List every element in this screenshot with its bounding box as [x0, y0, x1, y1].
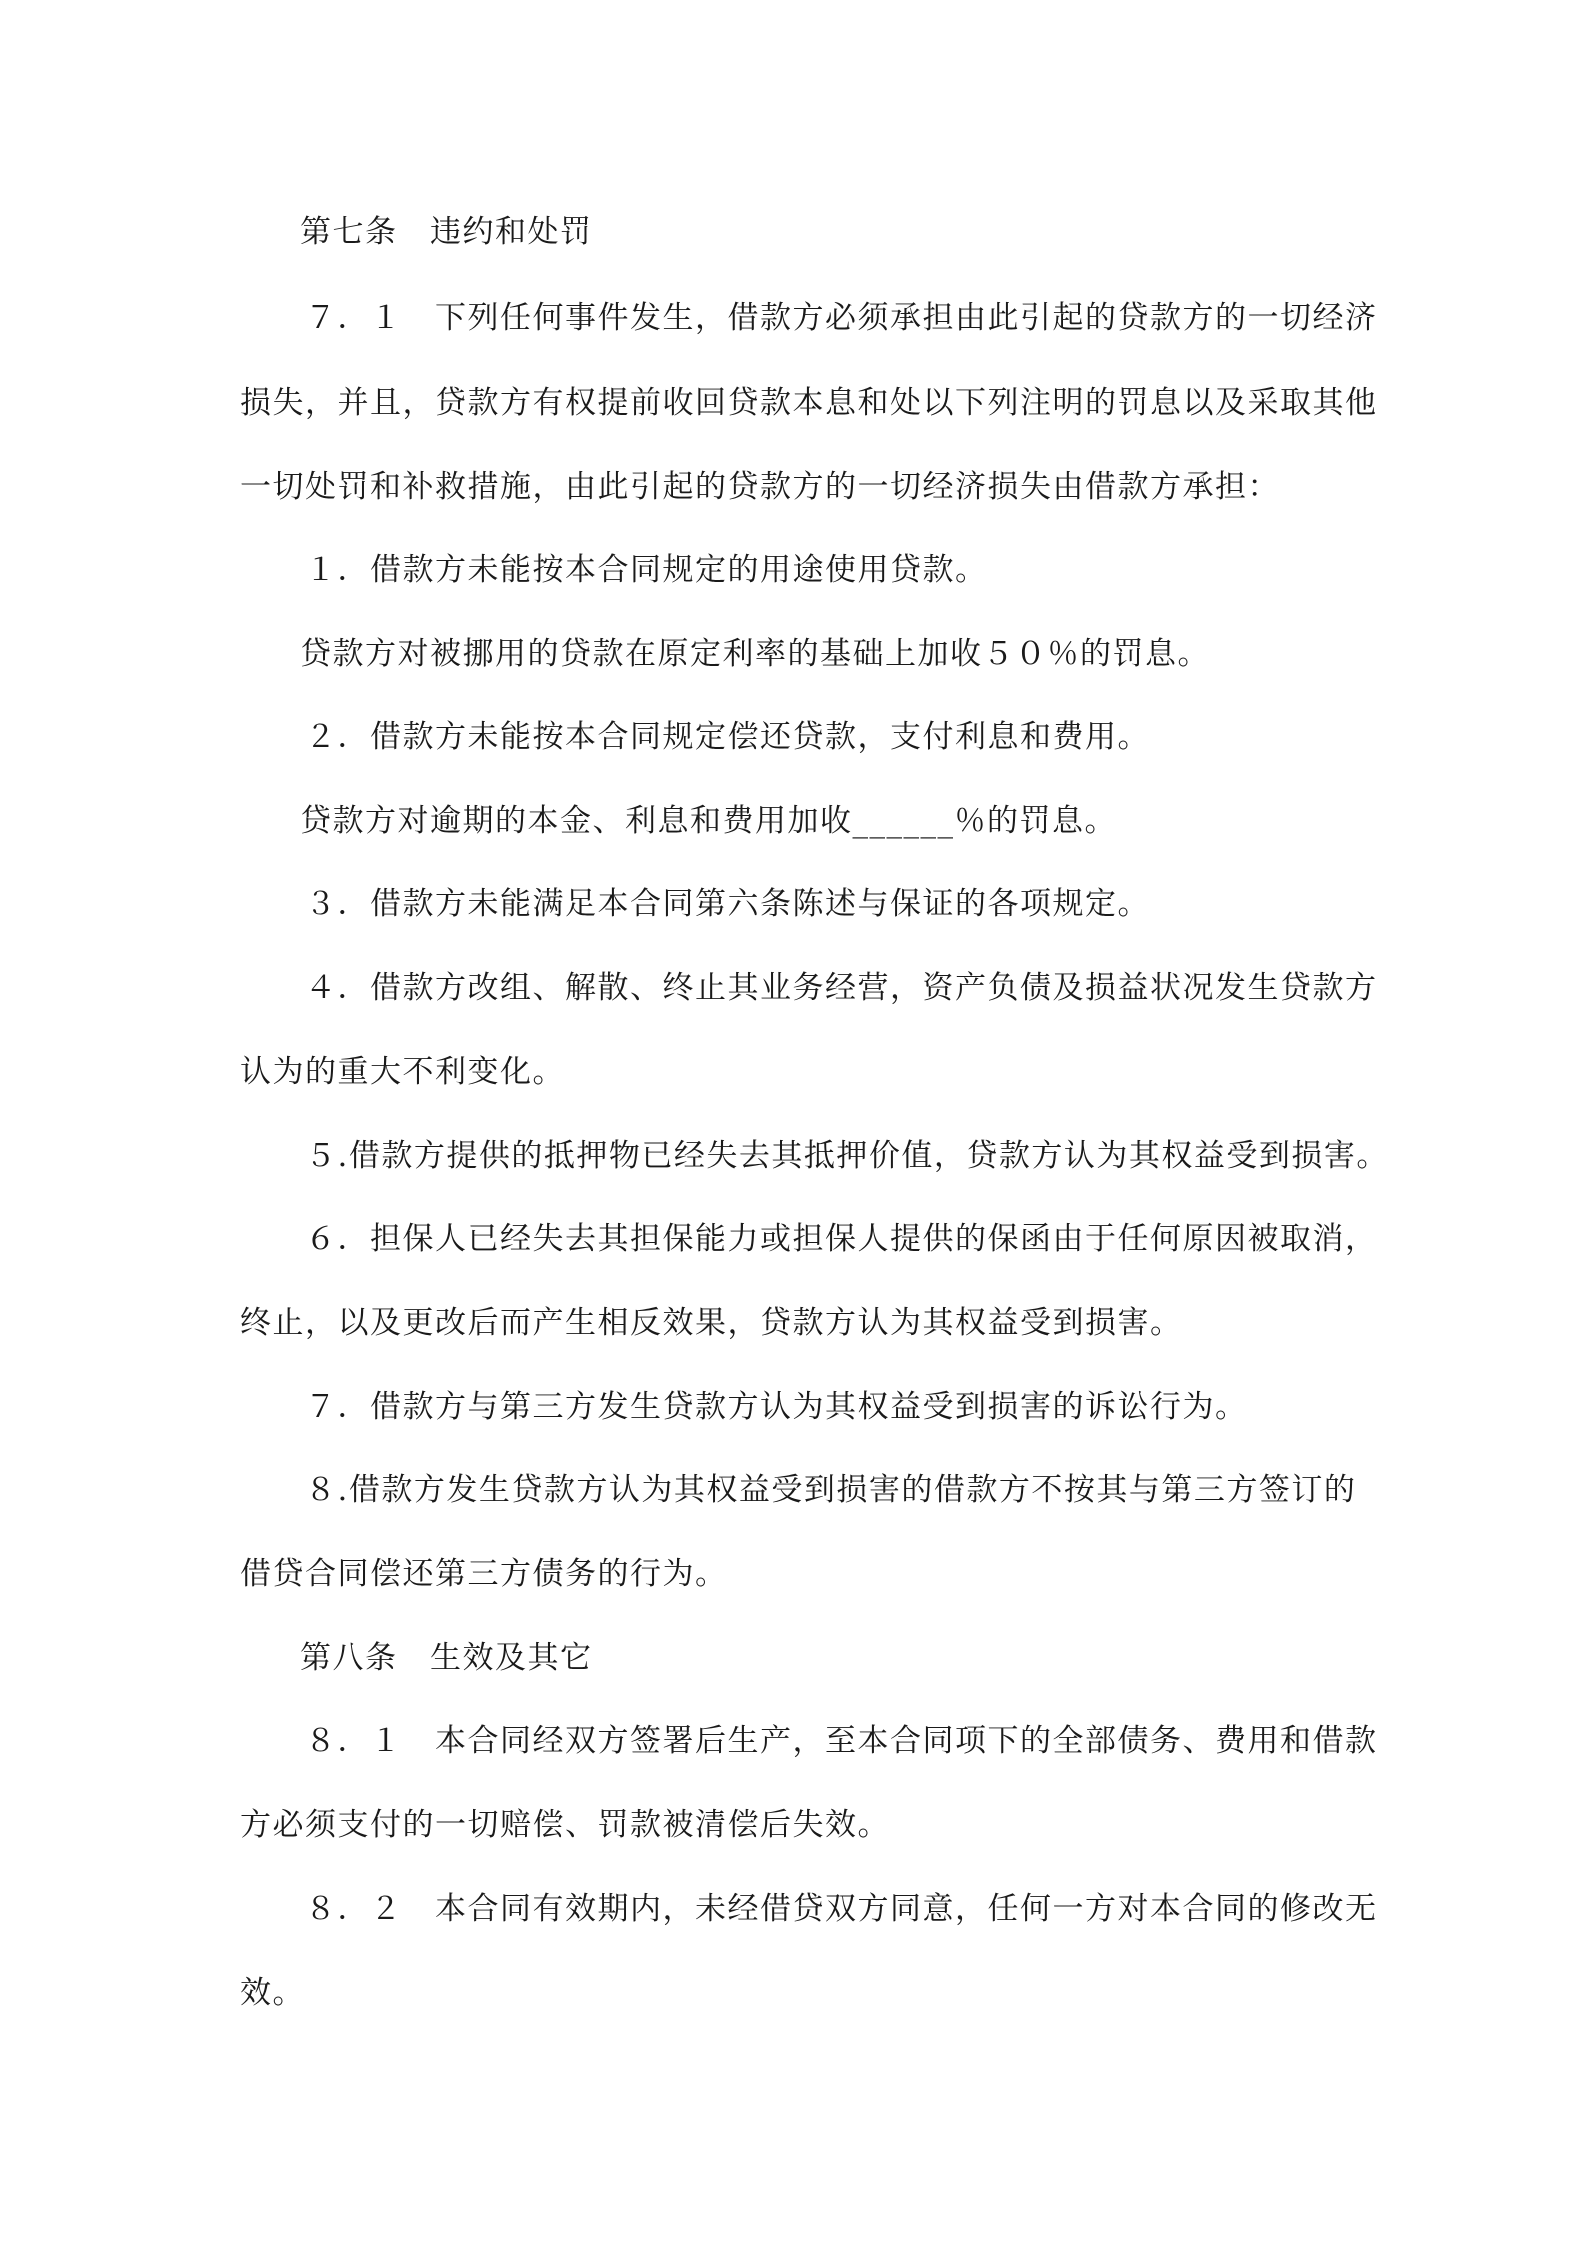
paragraph-line: 一切处罚和补救措施，由此引起的贷款方的一切经济损失由借款方承担：	[240, 469, 1280, 505]
paragraph-line: 借贷合同偿还第三方债务的行为。	[240, 1556, 728, 1592]
paragraph-line: ３．借款方未能满足本合同第六条陈述与保证的各项规定。	[305, 886, 1150, 922]
paragraph-line: 贷款方对逾期的本金、利息和费用加收______％的罚息。	[300, 803, 1117, 839]
paragraph-line: 贷款方对被挪用的贷款在原定利率的基础上加收５０％的罚息。	[300, 636, 1210, 672]
paragraph-line: ８．２ 本合同有效期内，未经借贷双方同意，任何一方对本合同的修改无	[305, 1891, 1378, 1927]
paragraph-line: ２．借款方未能按本合同规定偿还贷款，支付利息和费用。	[305, 719, 1150, 755]
paragraph-line: １．借款方未能按本合同规定的用途使用贷款。	[305, 552, 988, 588]
article-8-heading: 第八条 生效及其它	[300, 1640, 593, 1676]
paragraph-line: 损失，并且，贷款方有权提前收回贷款本息和处以下列注明的罚息以及采取其他	[240, 385, 1378, 421]
paragraph-line: ８．１ 本合同经双方签署后生产，至本合同项下的全部债务、费用和借款	[305, 1723, 1378, 1759]
paragraph-line: ７．１ 下列任何事件发生，借款方必须承担由此引起的贷款方的一切经济	[305, 300, 1378, 336]
paragraph-line: 终止，以及更改后而产生相反效果，贷款方认为其权益受到损害。	[240, 1305, 1183, 1341]
paragraph-line: ４．借款方改组、解散、终止其业务经营，资产负债及损益状况发生贷款方	[305, 970, 1378, 1006]
paragraph-line: ５.借款方提供的抵押物已经失去其抵押价值，贷款方认为其权益受到损害。	[305, 1138, 1389, 1174]
paragraph-line: ６．担保人已经失去其担保能力或担保人提供的保函由于任何原因被取消，	[305, 1221, 1378, 1257]
paragraph-line: 方必须支付的一切赔偿、罚款被清偿后失效。	[240, 1807, 890, 1843]
paragraph-line: 效。	[240, 1975, 305, 2011]
article-7-heading: 第七条 违约和处罚	[300, 214, 593, 250]
paragraph-line: ８.借款方发生贷款方认为其权益受到损害的借款方不按其与第三方签订的	[305, 1472, 1357, 1508]
paragraph-line: 认为的重大不利变化。	[240, 1054, 565, 1090]
paragraph-line: ７．借款方与第三方发生贷款方认为其权益受到损害的诉讼行为。	[305, 1389, 1248, 1425]
